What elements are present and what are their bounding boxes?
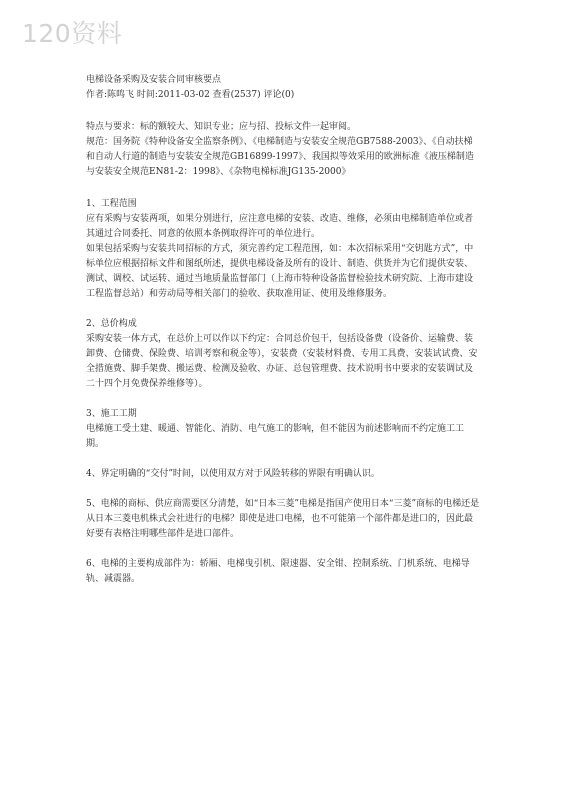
section-paragraph: 4、界定明确的“交付”时间，以使用双方对于风险转移的界限有明确认识。 — [86, 469, 380, 479]
section-heading: 1、工程范围 — [86, 199, 137, 209]
section-paragraph: 电梯施工受土建、暖通、智能化、消防、电气施工的影响，但不能因为前述影响而不约定施工工期。 — [86, 424, 465, 449]
document-title: 电梯设备采购及安装合同审核要点 — [86, 75, 222, 85]
spacer — [86, 482, 481, 497]
document-body — [86, 73, 481, 587]
spacer — [86, 542, 481, 557]
section-paragraph: 采购安装一体方式，在总价上可以作以下约定：合同总价包干，包括设备费（设备价、运输费、装卸费、仓储费、保险费、培训考察和税金等），安装费（安装材料费、专用工具费、安装试试费、安全措施费、脚手架费、搬运费、检测及验收、办证、总包管理费、技术说明书中要求的安装调试及二十四个月免费保养维修等）。 — [86, 334, 478, 389]
section-paragraph: 6、电梯的主要构成部件为：轿厢、电梯曳引机、限速器、安全钳、控制系统、门机系统、电梯导轨、减震器。 — [86, 559, 470, 584]
spacer — [86, 392, 481, 407]
spacer — [86, 103, 481, 120]
spacer — [86, 452, 481, 467]
standards-paragraph: 规范：国务院《特种设备安全监察条例》、《电梯制造与安装安全规范GB7588-2003》、《自动扶梯和自动人行道的制造与安装安全规范GB16899-1997》、我国拟等效采用的欧洲标准《液压梯制造与安装安全规范EN81-2：1998》、《杂物电梯标准JG135-2000》 — [86, 137, 474, 177]
section-paragraph: 5、电梯的商标、供应商需要区分清楚，如“日本三菱”电梯是指国产使用日本“三菱”商标的电梯还是从日本三菱电机株式会社进行的电梯？即使是进口电梯，也不可能第一个部件都是进口的，因此最好要有表格注明哪些部件是进口部件。 — [86, 499, 480, 539]
features-paragraph: 特点与要求：标的额较大、知识专业；应与招、投标文件一起审阅。 — [86, 122, 357, 132]
spacer — [86, 180, 481, 197]
section-heading: 2、总价构成 — [86, 319, 137, 329]
section-heading: 3、施工工期 — [86, 409, 137, 419]
watermark-logo: 120资料 — [22, 19, 123, 48]
section-paragraph: 应有采购与安装两项，如果分别进行，应注意电梯的安装、改造、维修，必须由电梯制造单位或者其通过合同委托、同意的依照本条例取得许可的单位进行。 — [86, 214, 474, 239]
author-meta: 作者:陈鸣飞 时间:2011-03-02 查看(2537) 评论(0) — [86, 90, 295, 100]
section-paragraph: 如果包括采购与安装共同招标的方式，须完善约定工程范围，如：本次招标采用“交钥匙方式”，中标单位应根据招标文件和图纸所述，提供电梯设备及所有的设计、制造、供货并为它们提供安装、测试、调校、试运转、通过当地质量监督部门（上海市特种设备监督检验技术研究院、上海市建设工程监督总站）和劳动局等相关部门的验收、获取准用证、使用及维修服务。 — [86, 244, 474, 299]
spacer — [86, 302, 481, 317]
